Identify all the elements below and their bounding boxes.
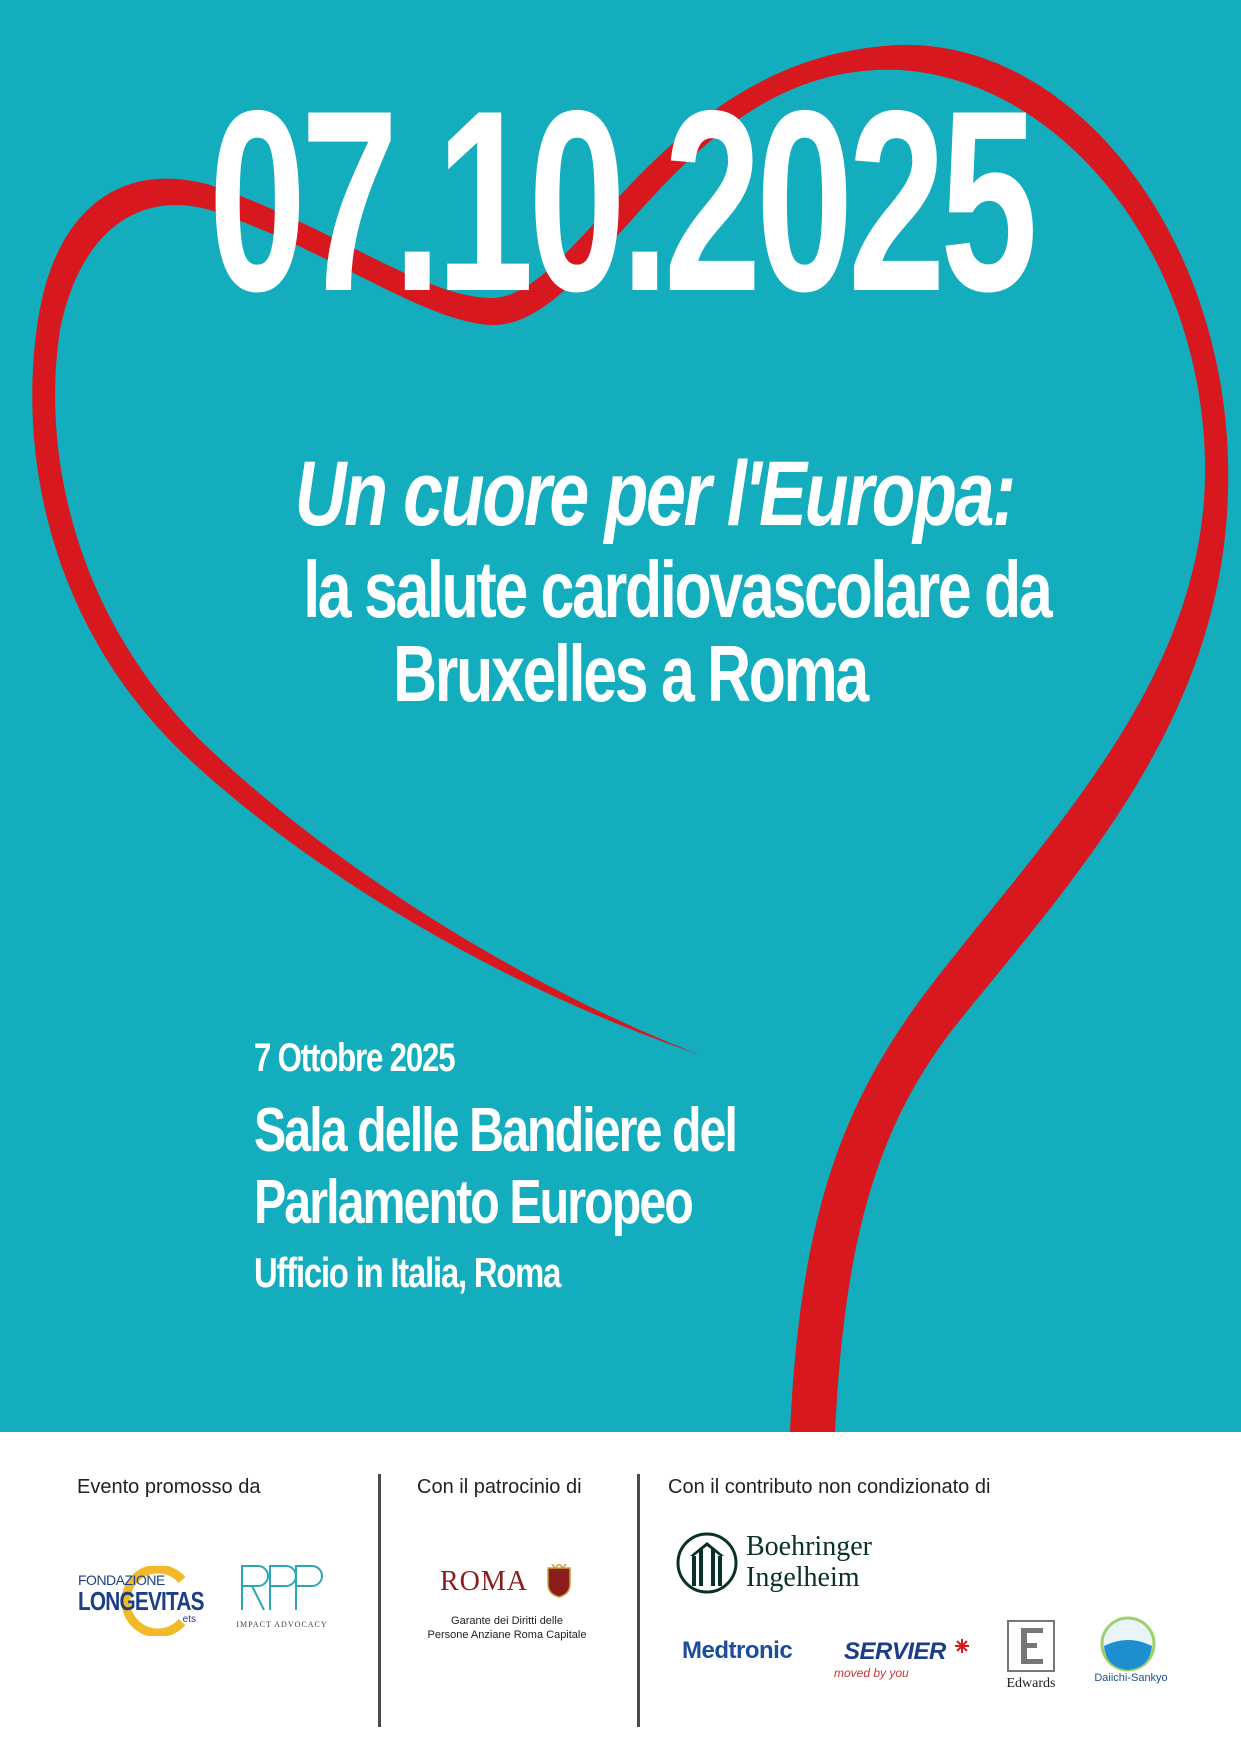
roma-subtitle <box>422 1614 592 1643</box>
patronage-label: Con il patrocinio di <box>417 1476 582 1498</box>
boehringer-name <box>746 1532 872 1594</box>
contribution-label: Con il contributo non condizionato di <box>668 1476 991 1498</box>
roma-subtitle-line-1: Garante dei Diritti delle <box>451 1615 563 1627</box>
servier-star-icon <box>954 1638 970 1654</box>
rpp-logo <box>232 1560 332 1640</box>
roma-wordmark: ROMA <box>440 1566 529 1597</box>
servier-tagline: moved by you <box>834 1666 909 1680</box>
sponsors-footer <box>0 1432 1241 1755</box>
boehringer-emblem-icon <box>676 1532 738 1594</box>
rpp-monogram-icon <box>238 1560 328 1616</box>
longevitas-logo <box>78 1572 204 1636</box>
boehringer-logo <box>676 1532 906 1598</box>
event-venue-details <box>254 1036 814 1297</box>
rpp-tagline: IMPACT ADVOCACY <box>236 1620 328 1629</box>
edwards-wordmark: Edwards <box>1006 1676 1056 1691</box>
daiichi-sankyo-globe-icon <box>1100 1616 1156 1672</box>
daiichi-sankyo-logo <box>1094 1616 1168 1692</box>
daiichi-sankyo-wordmark: Daiichi-Sankyo <box>1094 1672 1168 1684</box>
servier-wordmark: SERVIER <box>844 1638 946 1665</box>
footer-divider-2 <box>637 1474 640 1727</box>
footer-divider-1 <box>378 1474 381 1727</box>
edwards-logo <box>1004 1620 1058 1696</box>
roma-capitale-logo <box>427 1564 590 1654</box>
edwards-e-icon <box>1007 1620 1055 1672</box>
venue-line-1: Sala delle Bandiere del <box>254 1096 736 1165</box>
boehringer-line-1: Boehringer <box>746 1531 872 1562</box>
event-title-line-1: Un cuore per l'Europa: <box>294 443 1014 545</box>
roma-crest-icon <box>546 1564 572 1598</box>
promoted-by-label: Evento promosso da <box>77 1476 261 1498</box>
event-date-text: 7 Ottobre 2025 <box>254 1036 455 1080</box>
event-title-line-3: Bruxelles a Roma <box>393 629 867 718</box>
venue-line-3: Ufficio in Italia, Roma <box>254 1249 561 1297</box>
medtronic-logo: Medtronic <box>682 1637 793 1664</box>
servier-logo <box>834 1638 974 1684</box>
event-title-line-2: la salute cardiovascolare da <box>303 545 1051 634</box>
roma-subtitle-line-2: Persone Anziane Roma Capitale <box>427 1629 587 1642</box>
longevitas-ets: ets <box>182 1614 196 1625</box>
boehringer-line-2: Ingelheim <box>746 1561 860 1593</box>
venue-line-2: Parlamento Europeo <box>254 1168 692 1238</box>
event-title <box>200 443 1060 718</box>
longevitas-name: LONGEVITAS <box>78 1586 204 1616</box>
longevitas-small-text: FONDAZIONE <box>78 1572 165 1588</box>
event-date-headline: 07.10.2025 <box>208 56 1033 345</box>
